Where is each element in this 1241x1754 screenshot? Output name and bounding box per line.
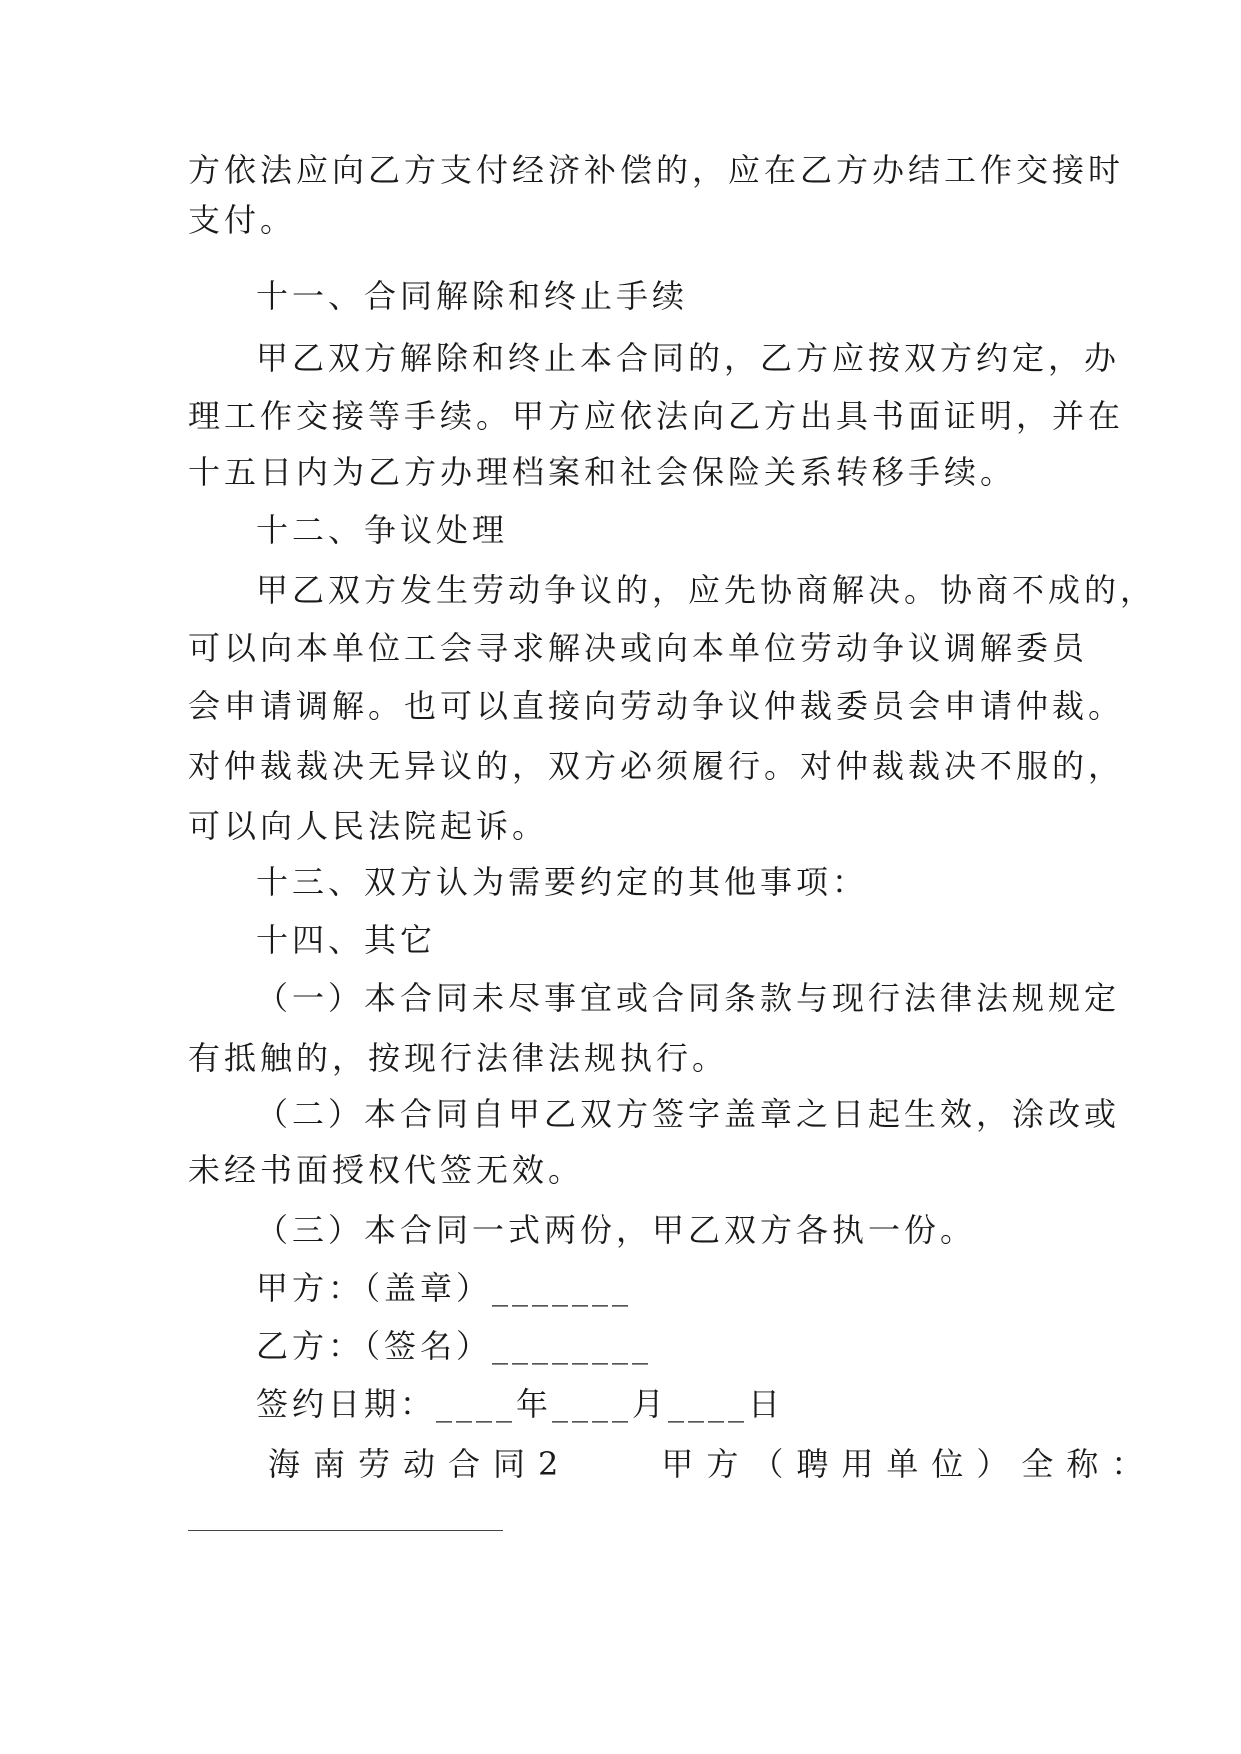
section-heading: 十一、合同解除和终止手续 xyxy=(256,277,689,315)
paragraph-line: 对仲裁裁决无异议的，双方必须履行。对仲裁裁决不服的， xyxy=(188,747,1125,785)
next-contract-heading: 海南劳动合同2 甲方（聘用单位）全称： xyxy=(268,1445,1157,1483)
paragraph-line: 可以向人民法院起诉。 xyxy=(188,807,549,845)
paragraph-line: （二）本合同自甲乙双方签字盖章之日起生效，涂改或 xyxy=(256,1095,1121,1133)
paragraph-line: 方依法应向乙方支付经济补偿的，应在乙方办结工作交接时 xyxy=(188,151,1125,189)
paragraph-line: 十五日内为乙方办理档案和社会保险关系转移手续。 xyxy=(188,453,1017,491)
paragraph-line: 有抵触的，按现行法律法规执行。 xyxy=(188,1039,729,1077)
section-heading: 十二、争议处理 xyxy=(256,511,509,549)
blank-rule xyxy=(188,1530,503,1531)
paragraph-line: 甲乙双方解除和终止本合同的，乙方应按双方约定，办 xyxy=(256,339,1121,377)
paragraph-line: 支付。 xyxy=(188,201,297,239)
paragraph-line: 可以向本单位工会寻求解决或向本单位劳动争议调解委员 xyxy=(188,629,1089,667)
paragraph-line: 会申请调解。也可以直接向劳动争议仲裁委员会申请仲裁。 xyxy=(188,687,1125,725)
signature-line-party-b: 乙方：（签名）________ xyxy=(256,1327,653,1365)
paragraph-line: 理工作交接等手续。甲方应依法向乙方出具书面证明，并在 xyxy=(188,397,1125,435)
section-heading: 十三、双方认为需要约定的其他事项： xyxy=(256,863,869,901)
paragraph-line: （三）本合同一式两份，甲乙双方各执一份。 xyxy=(256,1211,977,1249)
paragraph-line: 未经书面授权代签无效。 xyxy=(188,1151,585,1189)
signature-line-party-a: 甲方：（盖章）_______ xyxy=(256,1269,633,1307)
signing-date-line: 签约日期：____年____月____日 xyxy=(256,1385,785,1423)
section-heading: 十四、其它 xyxy=(256,921,437,959)
paragraph-line: 甲乙双方发生劳动争议的，应先协商解决。协商不成的， xyxy=(256,571,1157,609)
paragraph-line: （一）本合同未尽事宜或合同条款与现行法律法规规定 xyxy=(256,979,1121,1017)
